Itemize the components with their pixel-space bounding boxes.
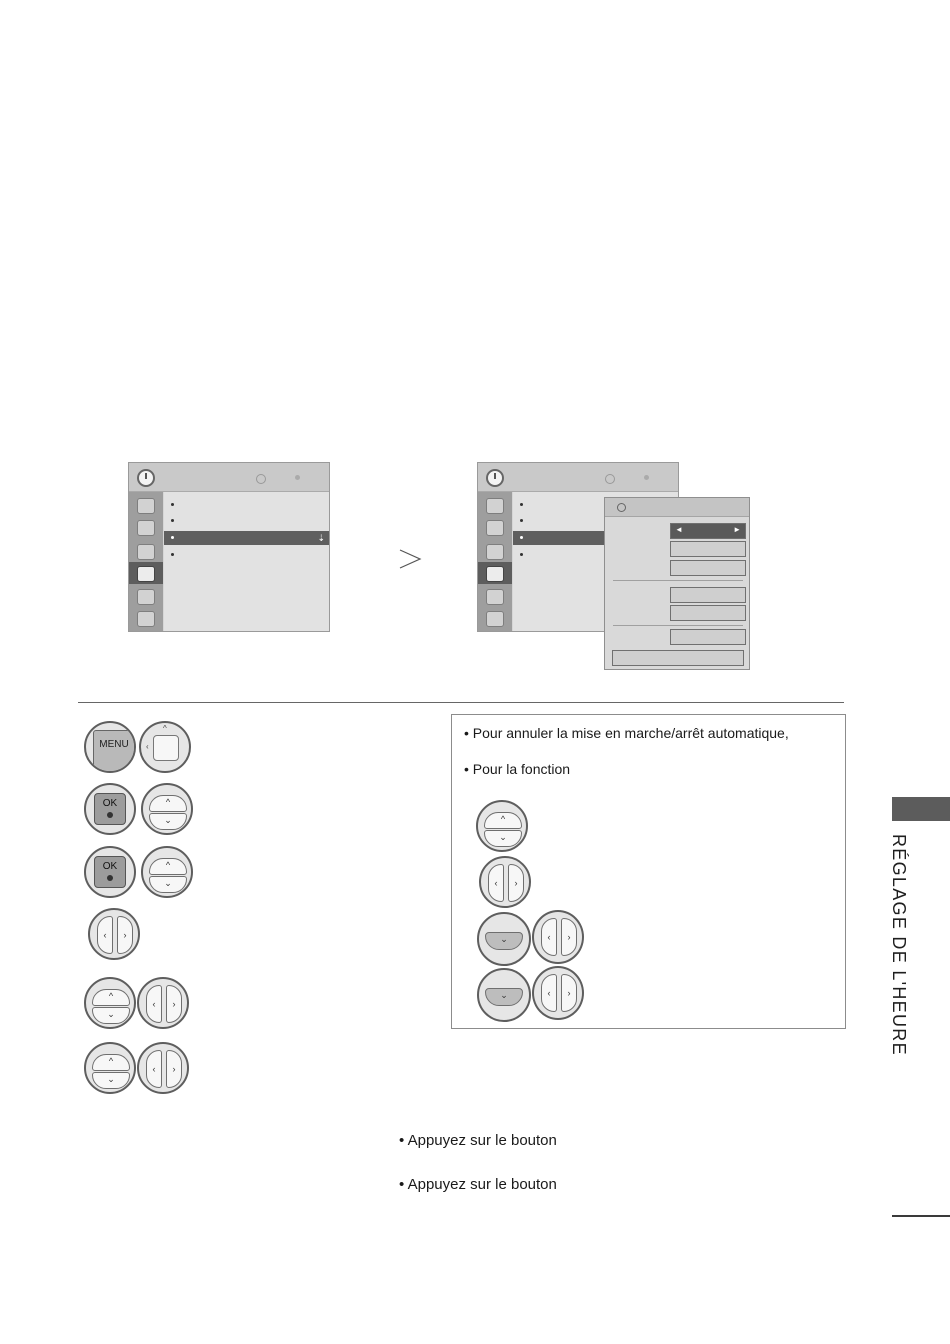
down-button-illustration [477,968,531,1022]
right-button: › [508,864,524,902]
left-button: ‹ [146,1050,162,1088]
setup-category-icon [137,498,155,514]
navigation-pad [146,724,179,761]
picture-category-icon [486,520,504,536]
left-button: ‹ [146,985,162,1023]
up-down-buttons-illustration [141,783,193,835]
audio-category-icon [137,544,155,560]
ok-button: OK [94,856,126,888]
chapter-tab [892,797,950,821]
menu-button-illustration [84,721,136,773]
clock-icon [486,469,504,487]
option-category-icon [137,611,155,627]
lock-category-icon [137,589,155,605]
up-down-buttons-illustration [84,977,136,1029]
menu-item [164,514,329,528]
page-number-rule [892,1215,950,1217]
navigate-hint-icon [256,474,266,484]
audio-category-icon [486,544,504,560]
up-button: ^ [149,795,187,812]
left-arrow-icon: ‹ [146,742,149,751]
left-button: ‹ [488,864,504,902]
menu-header [129,463,329,492]
menu-item [164,548,329,562]
popup-field [670,605,746,621]
left-arrow-icon: ◄ [675,525,683,534]
left-right-buttons-illustration [137,977,189,1029]
submenu-arrow-icon: ⇣ [317,533,325,543]
time-category-icon [137,566,155,582]
menu-category-sidebar [129,492,163,631]
ok-hint-icon [295,475,300,480]
left-button: ‹ [541,918,557,956]
popup-field [670,629,746,645]
ok-button-illustration [84,846,136,898]
down-button-illustration [477,912,531,966]
left-button: ‹ [541,974,557,1012]
popup-field [670,541,746,557]
time-category-icon [486,566,504,582]
bullet-press-button: • Appuyez sur le bouton [399,1132,557,1149]
lock-category-icon [486,589,504,605]
menu-item [164,498,329,512]
setup-category-icon [486,498,504,514]
clock-icon [137,469,155,487]
up-button: ^ [484,812,522,829]
note-function: • Pour la fonction [464,761,571,777]
down-button: ⌄ [485,932,523,950]
menu-item-list [164,492,329,631]
up-button: ^ [149,858,187,875]
ok-hint-icon [644,475,649,480]
menu-header [478,463,678,492]
menu-item-selected [164,531,329,545]
popup-field-selected [670,523,746,539]
bullet-press-button: • Appuyez sur le bouton [399,1176,557,1193]
time-menu-screenshot-left [128,462,330,632]
right-button: › [166,1050,182,1088]
down-button: ⌄ [149,876,187,893]
clock-icon [617,503,626,512]
down-button: ⌄ [149,813,187,830]
down-button: ⌄ [92,1072,130,1089]
up-down-buttons-illustration [141,846,193,898]
left-right-buttons-illustration [88,908,140,960]
popup-divider [613,625,743,626]
popup-title-bar [605,498,749,517]
section-divider [78,702,844,703]
up-down-buttons-illustration [476,800,528,852]
left-right-buttons-illustration [532,966,584,1020]
navigation-pad-illustration [139,721,191,773]
right-button: › [117,916,133,954]
note-cancel-auto-onoff: • Pour annuler la mise en marche/arrêt automatique, [464,725,789,741]
popup-close-button [612,650,744,666]
navigate-hint-icon [605,474,615,484]
picture-category-icon [137,520,155,536]
right-button: › [561,918,577,956]
popup-field [670,560,746,576]
up-arrow-icon: ^ [163,724,167,733]
down-button: ⌄ [484,830,522,847]
up-button: ^ [92,989,130,1006]
left-right-buttons-illustration [532,910,584,964]
menu-button: MENU [93,730,135,772]
up-button: ^ [92,1054,130,1071]
popup-field [670,587,746,603]
right-button: › [561,974,577,1012]
ok-button: OK [94,793,126,825]
right-button: › [166,985,182,1023]
timer-settings-popup [604,497,750,670]
down-button: ⌄ [485,988,523,1006]
popup-divider [613,580,743,581]
chapter-title: RÉGLAGE DE L'HEURE [889,834,909,1056]
ok-button-illustration [84,783,136,835]
next-step-arrow-icon [398,548,424,570]
menu-category-sidebar [478,492,512,631]
left-right-buttons-illustration [137,1042,189,1094]
left-button: ‹ [97,916,113,954]
left-right-buttons-illustration [479,856,531,908]
up-down-buttons-illustration [84,1042,136,1094]
down-button: ⌄ [92,1007,130,1024]
option-category-icon [486,611,504,627]
right-arrow-icon: ► [733,525,741,534]
